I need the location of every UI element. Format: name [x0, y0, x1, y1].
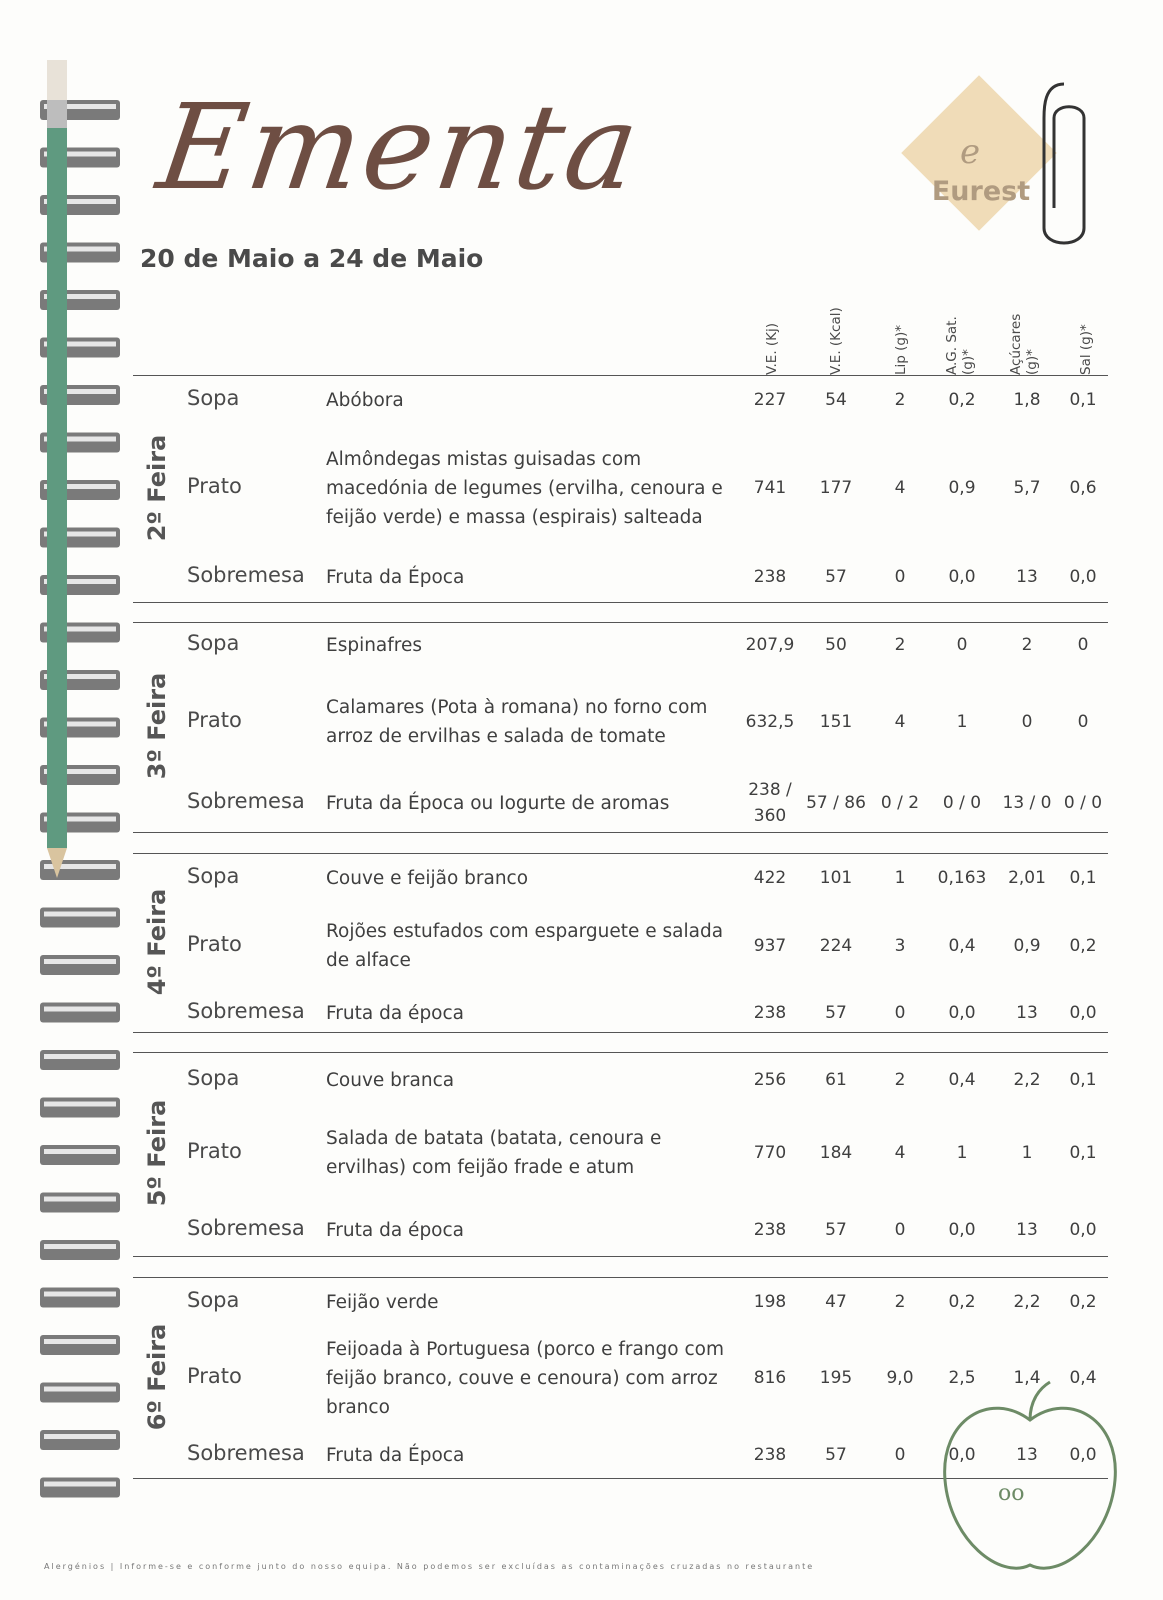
nutrition-value: 54 [825, 390, 847, 410]
nutrition-value: 0,1 [1069, 868, 1097, 888]
nutrition-value: 0 [956, 635, 968, 655]
section-rule-bottom [133, 602, 1108, 603]
category-label: Sobremesa [187, 1216, 305, 1240]
dish-name: Salada de batata (batata, cenoura e ervilhas) com feijão frade e atum [326, 1128, 662, 1178]
day-label: 5º Feira [143, 1099, 171, 1207]
nutrition-value: 0,6 [1069, 478, 1097, 498]
category-label: Sopa [187, 864, 240, 888]
dish-name: Calamares (Pota à romana) no forno com arroz de ervilhas e salada de tomate [326, 697, 708, 747]
category-label: Sopa [187, 386, 240, 410]
nutrition-value: 50 [825, 635, 847, 655]
nutrition-value: 0,2 [1069, 1292, 1097, 1312]
section-rule-top [133, 1277, 1108, 1278]
nutrition-value: 1,8 [1013, 390, 1041, 410]
nutrition-value: 198 [753, 1292, 787, 1312]
nutrition-value: 2 [894, 1292, 906, 1312]
nutrition-value: 4 [894, 712, 906, 732]
nutrition-value: 0 / 2 [880, 793, 920, 813]
nutrition-value: 1 [894, 868, 906, 888]
category-label: Sopa [187, 1066, 240, 1090]
nutrition-value: 13 [1016, 1220, 1038, 1240]
nutrition-value: 0,2 [948, 1292, 976, 1312]
paperclip-icon [1036, 78, 1092, 254]
nutrition-value: 0 [1077, 635, 1089, 655]
section-rule-top [133, 622, 1108, 623]
nutrition-value: 0 / 0 [1063, 793, 1103, 813]
nutrition-value: 1,4 [1013, 1368, 1041, 1388]
nutrition-value: 5,7 [1013, 478, 1041, 498]
nutrition-value: 0,0 [948, 1445, 976, 1465]
nutrition-value: 2 [894, 635, 906, 655]
nutrition-value: 9,0 [886, 1368, 914, 1388]
dish-name: Abóbora [326, 389, 404, 411]
nutrition-value: 0,0 [948, 1003, 976, 1023]
nutrition-value: 0,0 [1069, 1445, 1097, 1465]
nutrition-value: 57 / 86 [806, 793, 866, 813]
nutrition-value: 0,1 [1069, 390, 1097, 410]
nutrition-value: 0 [894, 567, 906, 587]
category-label: Prato [187, 474, 242, 498]
dish-name: Fruta da Época [326, 1444, 465, 1466]
day-label: 6º Feira [143, 1323, 171, 1430]
section-rule-top [133, 1052, 1108, 1053]
nutrition-value: 0,2 [1069, 936, 1097, 956]
nutrition-value: 0,0 [948, 567, 976, 587]
day-label: 2º Feira [143, 434, 171, 541]
nutrition-value: 1 [956, 712, 968, 732]
category-label: Sobremesa [187, 563, 305, 587]
nutrition-value: 741 [753, 478, 787, 498]
dish-name: Espinafres [326, 634, 423, 656]
nutrition-value: 0,2 [948, 390, 976, 410]
nutrition-value: 937 [753, 936, 787, 956]
nutrition-value: 238 [753, 1445, 787, 1465]
nutrition-value: 0,9 [1013, 936, 1041, 956]
nutrition-value: 238 [753, 1220, 787, 1240]
nutrition-value: 13 [1016, 1445, 1038, 1465]
category-label: Sopa [187, 1288, 240, 1312]
nutrition-value: 2,2 [1013, 1070, 1041, 1090]
category-label: Sobremesa [187, 999, 305, 1023]
pencil-illustration [44, 60, 70, 880]
category-label: Prato [187, 708, 242, 732]
nutrition-value: 0 / 0 [942, 793, 982, 813]
nutrition-value: 2 [1021, 635, 1033, 655]
section-rule-bottom [133, 832, 1108, 833]
section-rule-top [133, 853, 1108, 854]
nutrition-value: 195 [819, 1368, 853, 1388]
nutrition-value: 2,2 [1013, 1292, 1041, 1312]
nutrition-value: 57 [825, 1003, 847, 1023]
apple-illustration [930, 1380, 1130, 1580]
nutrition-value: 256 [753, 1070, 787, 1090]
day-label: 3º Feira [143, 672, 171, 780]
dish-name: Couve e feijão branco [326, 867, 529, 889]
nutrition-value: 0,4 [948, 936, 976, 956]
nutrition-value: 0,9 [948, 478, 976, 498]
nutrition-value: 0,0 [948, 1220, 976, 1240]
nutrition-value: 1 [1021, 1143, 1033, 1163]
nutrition-value: 0,4 [1069, 1368, 1097, 1388]
nutrition-value: 238 [753, 1003, 787, 1023]
date-range: 20 de Maio a 24 de Maio [140, 244, 484, 273]
nutrition-value: 0,4 [948, 1070, 976, 1090]
dish-name: Almôndegas mistas guisadas com macedónia de legumes (ervilha, cenoura e feijão verde) e massa (espirais) salteada [326, 448, 723, 528]
nutrition-value: 227 [753, 390, 787, 410]
category-label: Sobremesa [187, 1441, 305, 1465]
eurest-logo [906, 80, 1056, 230]
nutrition-value: 184 [819, 1143, 853, 1163]
nutrition-value: 770 [753, 1143, 787, 1163]
section-rule-bottom [133, 1256, 1108, 1257]
nutrition-value: 0 [894, 1003, 906, 1023]
category-label: Prato [187, 1139, 242, 1163]
nutrition-value: 4 [894, 478, 906, 498]
nutrition-value: 13 [1016, 1003, 1038, 1023]
nutrition-value: 0,163 [937, 868, 987, 888]
nutrition-value: 61 [825, 1070, 847, 1090]
dish-name: Rojões estufados com esparguete e salada de alface [326, 921, 724, 971]
nutrition-value: 151 [819, 712, 853, 732]
section-rule-top [133, 375, 1108, 376]
nutrition-value: 13 [1016, 567, 1038, 587]
nutrition-value: 2,5 [948, 1368, 976, 1388]
day-label: 4º Feira [143, 888, 171, 995]
nutrition-value: 3 [894, 936, 906, 956]
nutrition-value: 207,9 [745, 635, 795, 655]
dish-name: Fruta da época [326, 1219, 465, 1241]
nutrition-value: 0,0 [1069, 567, 1097, 587]
nutrition-value: 2,01 [1008, 868, 1046, 888]
nutrition-value: 2 [894, 390, 906, 410]
nutrition-value: 4 [894, 1143, 906, 1163]
nutrition-value: 57 [825, 1220, 847, 1240]
dish-name: Feijão verde [326, 1291, 439, 1313]
eurest-logo-glyph: e [960, 132, 981, 172]
nutrition-value: 0 [894, 1445, 906, 1465]
nutrition-value: 238 / 360 [748, 780, 792, 826]
nutrition-value: 101 [819, 868, 853, 888]
dish-name: Fruta da época [326, 1002, 465, 1024]
nutrition-value: 0 [1077, 712, 1089, 732]
nutrition-value: 13 / 0 [1002, 793, 1052, 813]
category-label: Prato [187, 932, 242, 956]
category-label: Prato [187, 1364, 242, 1388]
nutrition-value: 0,0 [1069, 1220, 1097, 1240]
dish-name: Feijoada à Portuguesa (porco e frango com feijão branco, couve e cenoura) com arroz branco [326, 1338, 724, 1418]
section-rule-bottom [133, 1032, 1108, 1033]
page-title: Ementa [150, 78, 650, 216]
column-header-acucares: Açúcares (g)* [1008, 313, 1040, 375]
nutrition-value: 224 [819, 936, 853, 956]
nutrition-value: 0,1 [1069, 1143, 1097, 1163]
column-header-lip: Lip (g)* [893, 325, 909, 375]
nutrition-value: 0,1 [1069, 1070, 1097, 1090]
svg-text:oo: oo [998, 1481, 1025, 1506]
nutrition-value: 2 [894, 1070, 906, 1090]
nutrition-value: 632,5 [745, 712, 795, 732]
nutrition-value: 422 [753, 868, 787, 888]
category-label: Sobremesa [187, 789, 305, 813]
category-label: Sopa [187, 631, 240, 655]
column-header-kcal: V.E. (Kcal) [828, 307, 844, 375]
column-header-kj: V.E. (Kj) [764, 322, 780, 375]
nutrition-value: 1 [956, 1143, 968, 1163]
nutrition-value: 177 [819, 478, 853, 498]
nutrition-value: 0,0 [1069, 1003, 1097, 1023]
eurest-logo-text: Eurest [931, 176, 1031, 207]
nutrition-value: 47 [825, 1292, 847, 1312]
column-header-ag-sat: A.G. Sat. (g)* [944, 316, 976, 375]
nutrition-value: 816 [753, 1368, 787, 1388]
dish-name: Fruta da Época ou Iogurte de aromas [326, 792, 670, 814]
nutrition-value: 238 [753, 567, 787, 587]
dish-name: Couve branca [326, 1069, 455, 1091]
nutrition-value: 57 [825, 1445, 847, 1465]
footnote: Alergénios | Informe-se e conforme junto do nosso equipa. Não podemos ser excluídas as contaminações cruzadas no restaurante [44, 1562, 815, 1571]
nutrition-value: 0 [894, 1220, 906, 1240]
dish-name: Fruta da Época [326, 566, 465, 588]
nutrition-value: 57 [825, 567, 847, 587]
column-header-sal: Sal (g)* [1078, 324, 1094, 375]
nutrition-value: 0 [1021, 712, 1033, 732]
